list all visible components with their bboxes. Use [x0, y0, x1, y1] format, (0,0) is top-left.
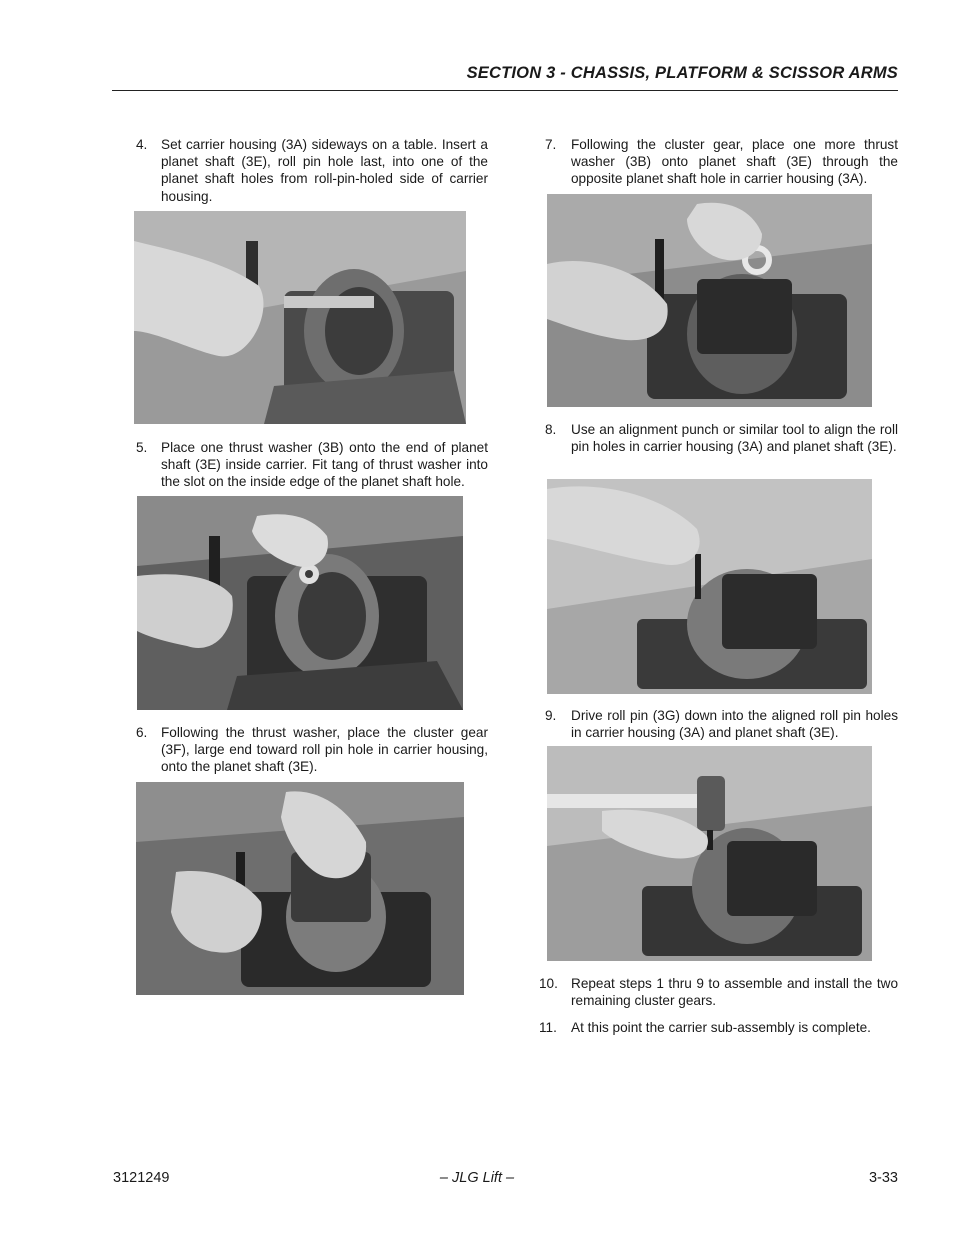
step-number: 5. — [136, 440, 148, 455]
step-9 — [545, 707, 898, 741]
photo-place-cluster-gear — [136, 782, 464, 995]
photo-step-9 — [547, 746, 872, 961]
photo-step-4 — [134, 211, 466, 424]
photo-place-thrust-washer — [137, 496, 463, 710]
step-number: 11. — [539, 1020, 557, 1035]
step-number: 6. — [136, 725, 148, 740]
step-text: Set carrier housing (3A) sideways on a table. Insert a planet shaft (3E), roll pin hole last, into one of the planet shaft holes from roll-pin-holed side of carrier housing. — [161, 137, 488, 204]
step-4 — [136, 136, 488, 205]
footer-doc-number: 3121249 — [113, 1170, 170, 1186]
step-7 — [545, 136, 898, 188]
step-text: Following the cluster gear, place one more thrust washer (3B) onto planet shaft (3E) through the opposite planet shaft hole in carrier housing (3A). — [571, 137, 898, 187]
step-number: 7. — [545, 137, 557, 152]
step-11 — [539, 1019, 898, 1036]
photo-step-6 — [136, 782, 464, 995]
photo-align-roll-pin-holes — [547, 479, 872, 694]
header-divider — [112, 90, 898, 91]
step-number: 4. — [136, 137, 148, 152]
photo-step-5 — [137, 496, 463, 710]
step-text: Following the thrust washer, place the cluster gear (3F), large end toward roll pin hole in carrier housing, onto the planet shaft (3E). — [161, 725, 488, 775]
step-text: Use an alignment punch or similar tool to align the roll pin holes in carrier housing (3A) and planet shaft (3E). — [571, 422, 898, 455]
footer-page-number: 3-33 — [868, 1170, 898, 1186]
step-number: 8. — [545, 422, 557, 437]
step-5 — [136, 439, 488, 491]
step-number: 9. — [545, 708, 557, 723]
photo-insert-planet-shaft — [134, 211, 466, 424]
photo-drive-roll-pin — [547, 746, 872, 961]
footer-center-label: – JLG Lift – — [439, 1170, 515, 1186]
photo-second-thrust-washer — [547, 194, 872, 407]
step-text: At this point the carrier sub-assembly is complete. — [571, 1020, 871, 1035]
step-6 — [136, 724, 488, 776]
section-title: SECTION 3 - CHASSIS, PLATFORM & SCISSOR ARMS — [466, 64, 898, 82]
step-text: Drive roll pin (3G) down into the aligned roll pin holes in carrier housing (3A) and planet shaft (3E). — [571, 708, 898, 741]
step-text: Repeat steps 1 thru 9 to assemble and install the two remaining cluster gears. — [571, 976, 898, 1009]
step-10 — [539, 975, 898, 1009]
step-number: 10. — [539, 976, 558, 991]
photo-step-7 — [547, 194, 872, 407]
photo-step-8 — [547, 479, 872, 694]
step-8 — [545, 421, 898, 455]
step-text: Place one thrust washer (3B) onto the end of planet shaft (3E) inside carrier. Fit tang of thrust washer into the slot on the inside edge of the planet shaft hole. — [161, 440, 488, 490]
